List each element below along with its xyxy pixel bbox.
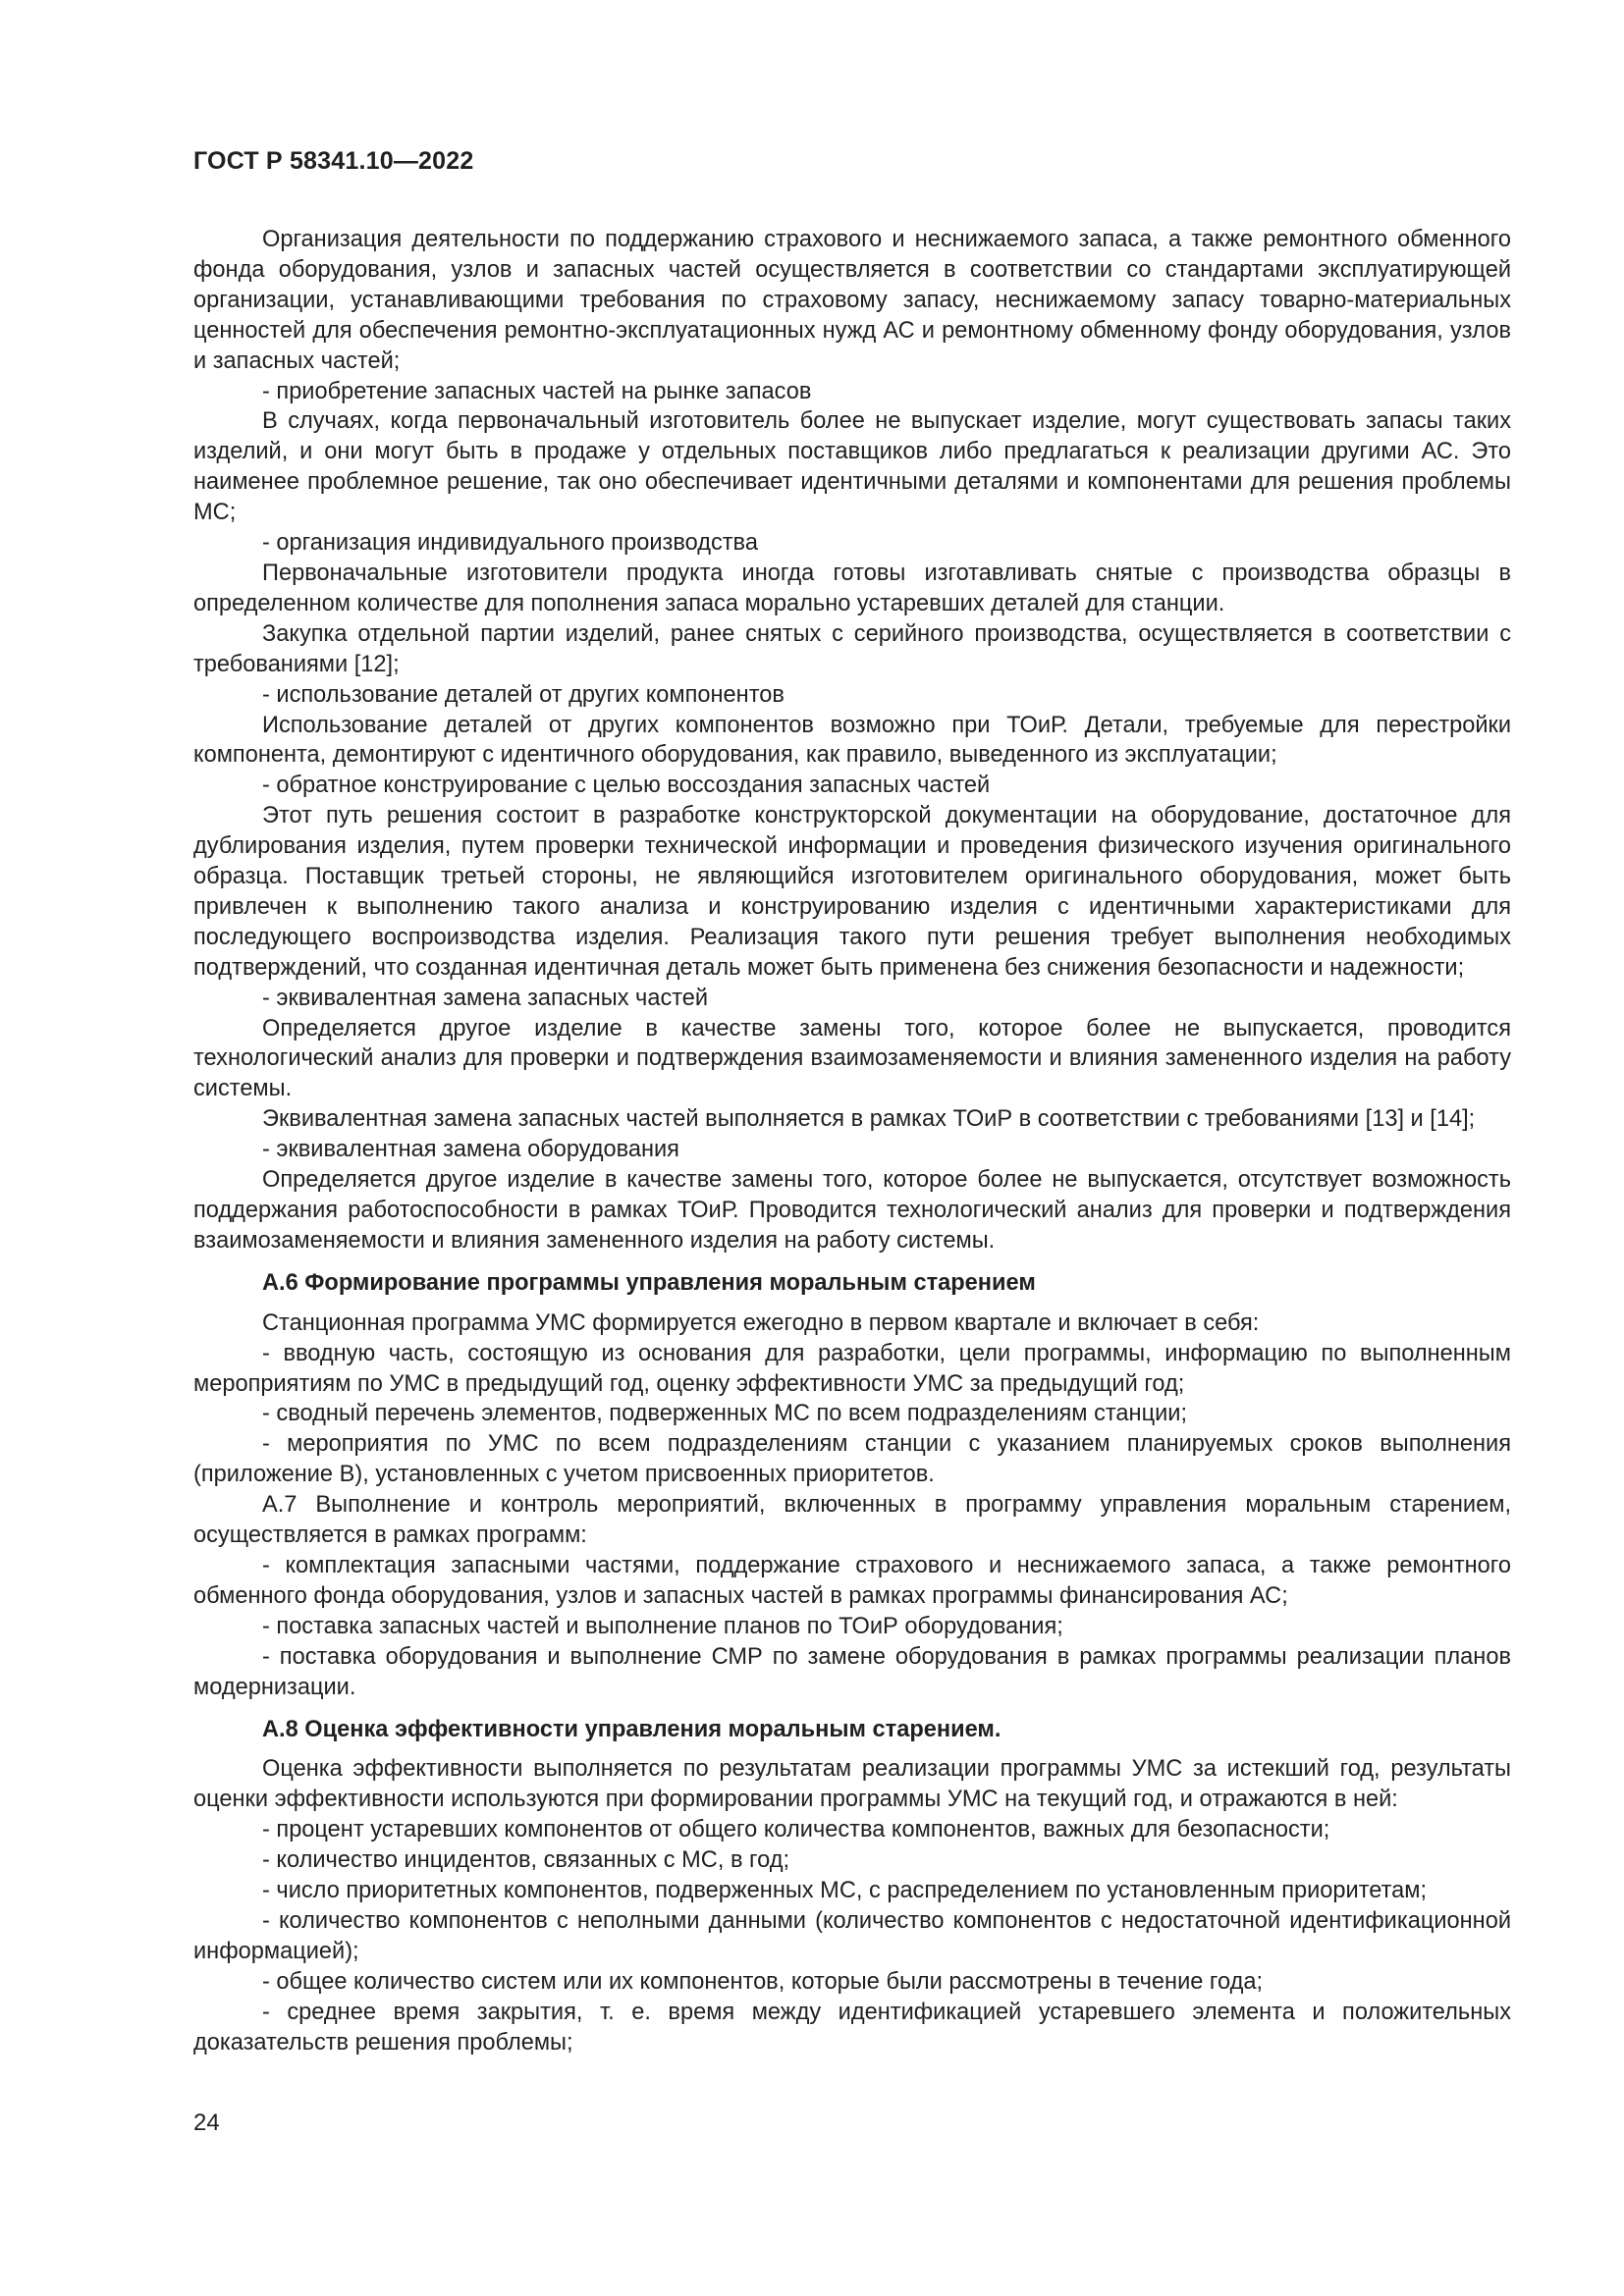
paragraph: - количество инцидентов, связанных с МС, в год; <box>262 1847 790 1874</box>
page-number: 24 <box>193 2109 220 2136</box>
paragraph: Организация деятельности по поддержанию страхового и неснижаемого запаса, а также ремонтного обменного фонда оборудования, узлов и запасных частей осуществляется в соответствии со стандартами эксплуатирующей организации, устанавливающими требования по страховому запасу, неснижаемому запасу товарно-материальных ценностей для обеспечения ремонтно-эксплуатационных нужд АС и ремонтному обменному фонду оборудования, узлов и запасных частей; <box>193 227 1511 374</box>
section-a6-heading: А.6 Формирование программы управления моральным старением <box>262 1269 1036 1296</box>
section-a8-heading: А.8 Оценка эффективности управления моральным старением. <box>262 1716 1001 1742</box>
paragraph: Определяется другое изделие в качестве замены того, которое более не выпускается, проводится технологический анализ для проверки и подтверждения взаимозаменяемости и влияния замененного изделия на работу системы. <box>193 1015 1511 1102</box>
paragraph: Станционная программа УМС формируется ежегодно в первом квартале и включает в себя: <box>262 1309 1260 1336</box>
paragraph: - использование деталей от других компонентов <box>262 681 785 708</box>
paragraph: - эквивалентная замена оборудования <box>262 1137 679 1163</box>
paragraph: Закупка отдельной партии изделий, ранее снятых с серийного производства, осуществляется в соответствии с требованиями [12]; <box>193 620 1511 677</box>
paragraph: - число приоритетных компонентов, подверженных МС, с распределением по установленным приоритетам; <box>262 1878 1428 1904</box>
paragraph: - эквивалентная замена запасных частей <box>262 985 709 1011</box>
paragraph: - количество компонентов с неполными данными (количество компонентов с недостаточной идентификационной информацией); <box>193 1907 1511 1964</box>
paragraph: Эквивалентная замена запасных частей выполняется в рамках ТОиР в соответствии с требованиями [13] и [14]; <box>262 1106 1476 1133</box>
paragraph: - организация индивидуального производства <box>262 530 758 557</box>
paragraph: - вводную часть, состоящую из основания для разработки, цели программы, информацию по выполненным мероприятиям по УМС в предыдущий год, оценку эффективности УМС за предыдущий год; <box>193 1340 1511 1397</box>
paragraph: - процент устаревших компонентов от общего количества компонентов, важных для безопасности; <box>262 1817 1330 1843</box>
paragraph: - среднее время закрытия, т. е. время между идентификацией устаревшего элемента и положительных доказательств решения проблемы; <box>193 1999 1511 2056</box>
paragraph: Определяется другое изделие в качестве замены того, которое более не выпускается, отсутствует возможность поддержания работоспособности в рамках ТОиР. Проводится технологический анализ для проверки и подтверждения взаимозаменяемости и влияния замененного изделия на работу системы. <box>193 1167 1511 1254</box>
paragraph: А.7 Выполнение и контроль мероприятий, включенных в программу управления моральным старением, осуществляется в рамках программ: <box>193 1492 1511 1549</box>
paragraph: В случаях, когда первоначальный изготовитель более не выпускает изделие, могут существовать запасы таких изделий, и они могут быть в продаже у отдельных поставщиков либо предлагаться к реализации другими АС. Это наименее проблемное решение, так оно обеспечивает идентичными деталями и компонентами для решения проблемы МС; <box>193 408 1511 526</box>
paragraph: - обратное конструирование с целью воссоздания запасных частей <box>262 773 991 799</box>
paragraph: Первоначальные изготовители продукта иногда готовы изготавливать снятые с производства образцы в определенном количестве для пополнения запаса морально устаревших деталей для станции. <box>193 560 1511 616</box>
paragraph: Использование деталей от других компонентов возможно при ТОиР. Детали, требуемые для перестройки компонента, демонтируют с идентичного оборудования, как правило, выведенного из эксплуатации; <box>193 712 1511 769</box>
paragraph: - комплектация запасными частями, поддержание страхового и неснижаемого запаса, а также ремонтного обменного фонда оборудования, узлов и запасных частей в рамках программы финансирования АС; <box>193 1552 1511 1609</box>
paragraph: Оценка эффективности выполняется по результатам реализации программы УМС за истекший год, результаты оценки эффективности используются при формировании программы УМС на текущий год, и отражаются в ней: <box>193 1756 1511 1813</box>
document-code-header: ГОСТ Р 58341.10—2022 <box>193 147 474 175</box>
paragraph: - поставка запасных частей и выполнение планов по ТОиР оборудования; <box>262 1613 1063 1639</box>
paragraph: - поставка оборудования и выполнение СМР по замене оборудования в рамках программы реализации планов модернизации. <box>193 1643 1511 1700</box>
paragraph: Этот путь решения состоит в разработке конструкторской документации на оборудование, достаточное для дублирования изделия, путем проверки технической информации и проведения физического изучения оригинального образца. Поставщик третьей стороны, не являющийся изготовителем оригинального оборудования, может быть привлечен к выполнению такого анализа и конструированию изделия с идентичными характеристиками для последующего воспроизводства изделия. Реализация такого пути решения требует выполнения необходимых подтверждений, что созданная идентичная деталь может быть применена без снижения безопасности и надежности; <box>193 803 1511 981</box>
page-content <box>193 225 1511 2057</box>
paragraph: - сводный перечень элементов, подверженных МС по всем подразделениям станции; <box>262 1401 1187 1427</box>
paragraph: - мероприятия по УМС по всем подразделениям станции с указанием планируемых сроков выполнения (приложение В), установленных с учетом присвоенных приоритетов. <box>193 1431 1511 1488</box>
paragraph: - приобретение запасных частей на рынке запасов <box>262 378 812 404</box>
paragraph: - общее количество систем или их компонентов, которые были рассмотрены в течение года; <box>262 1968 1264 1995</box>
